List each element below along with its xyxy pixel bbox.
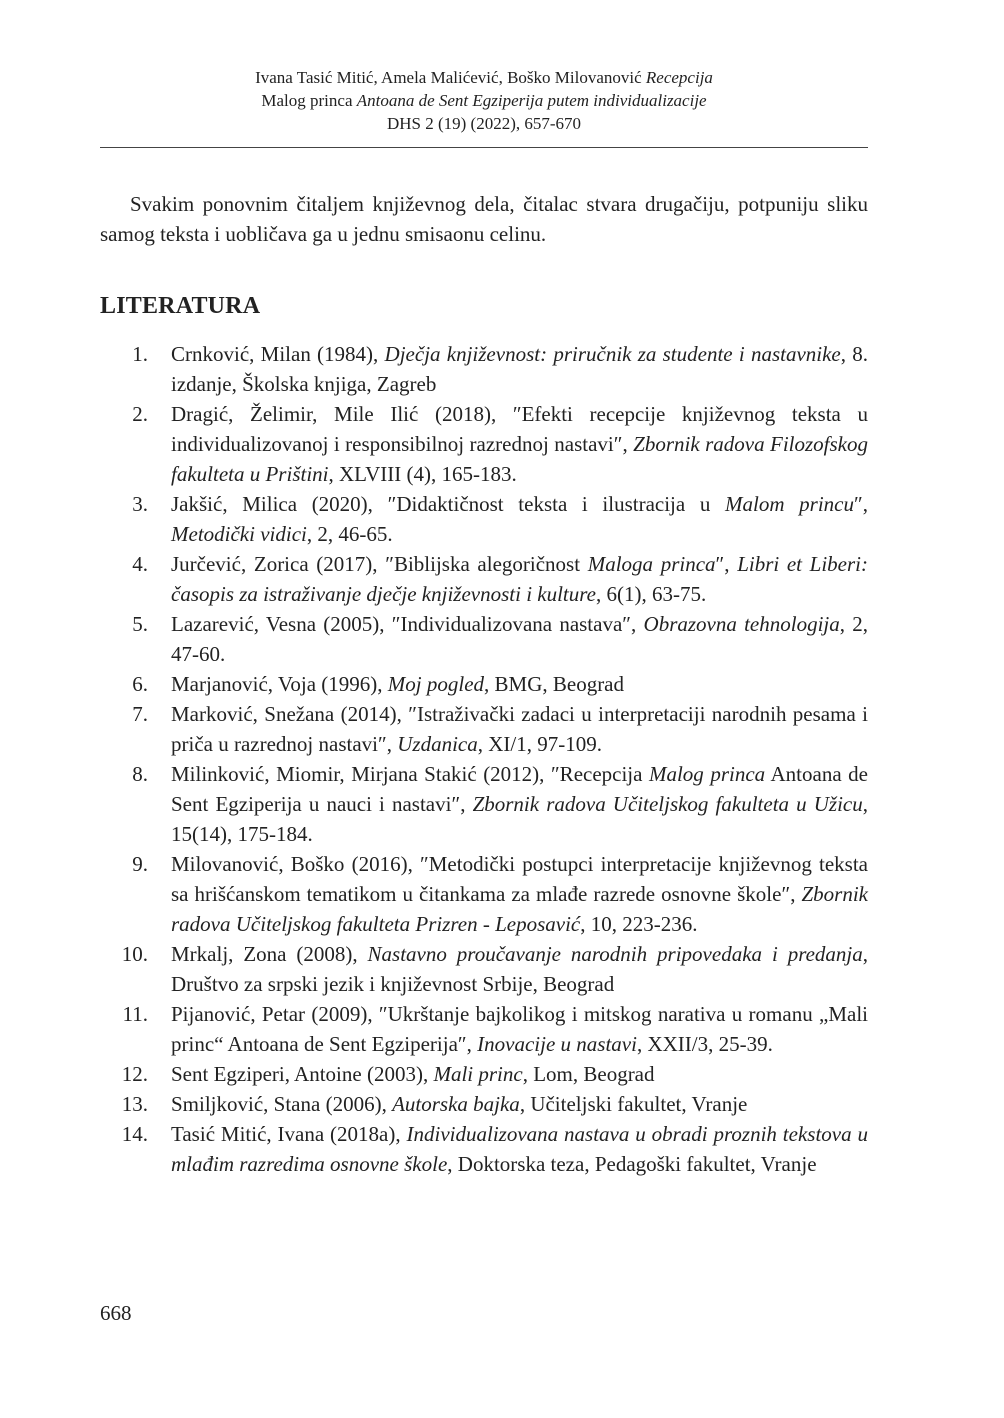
reference-number: 14. (121, 1122, 148, 1146)
reference-segment: , Lom, Beograd (522, 1062, 655, 1086)
reference-text (171, 489, 868, 549)
reference-number: 8. (132, 762, 148, 786)
reference-number: 7. (132, 702, 148, 726)
intro-paragraph: Svakim ponovnim čitaljem književnog dela, čitalac stvara drugačiju, potpuniju sliku samog teksta i uobličava ga u jednu smisaonu celinu. (100, 192, 868, 246)
running-header (100, 66, 868, 135)
header-title-part: Recepcija (645, 68, 713, 87)
header-divider (100, 147, 868, 148)
reference-segment: Mrkalj, Zona (2008), (171, 942, 368, 966)
reference-item (100, 999, 868, 1059)
reference-number: 3. (132, 492, 148, 516)
reference-item (100, 1059, 868, 1089)
reference-segment: , 6(1), 63-75. (595, 582, 707, 606)
reference-segment: Milovanović, Boško (2016), ″Metodički postupci interpretacije književnog teksta sa hrišćanskom tematikom u čitankama za mlađe razrede osnovne škole″, (171, 852, 868, 906)
reference-italic-title: Zbornik radova Učiteljskog fakulteta Prizren - Leposavić (171, 882, 868, 936)
reference-item (100, 669, 868, 699)
reference-italic-title: Zbornik radova Učiteljskog fakulteta u Užicu (472, 792, 863, 816)
reference-segment: Pijanović, Petar (2009), ″Ukrštanje bajkolikog i mitskog narativa u romanu „Mali princ“ Antoana de Sent Egziperija″, (171, 1002, 868, 1056)
reference-text (171, 759, 868, 849)
reference-segment: , XLVIII (4), 165-183. (328, 462, 517, 486)
reference-italic-title: Dječja književnost: priručnik za studente i nastavnike (384, 342, 841, 366)
reference-number: 4. (132, 552, 148, 576)
reference-text (171, 339, 868, 399)
reference-segment: , 2, 46-65. (306, 522, 393, 546)
reference-text (171, 549, 868, 609)
reference-segment: , 10, 223-236. (580, 912, 698, 936)
reference-segment: Tasić Mitić, Ivana (2018a), (171, 1122, 407, 1146)
reference-number: 1. (132, 342, 148, 366)
reference-item (100, 849, 868, 939)
reference-segment: Jakšić, Milica (2020), ″Didaktičnost teksta i ilustracija u (171, 492, 726, 516)
reference-item (100, 1089, 868, 1119)
reference-segment: Marjanović, Voja (1996), (171, 672, 388, 696)
reference-segment: , XI/1, 97-109. (477, 732, 602, 756)
reference-item (100, 399, 868, 489)
section-title: LITERATURA (100, 293, 261, 319)
header-line-1 (100, 66, 868, 89)
reference-segment: , Društvo za srpski jezik i književnost Srbije, Beograd (171, 942, 868, 996)
reference-italic-title: Malom princu (725, 492, 854, 516)
reference-text (171, 999, 868, 1059)
reference-item (100, 699, 868, 759)
header-line-3: DHS 2 (19) (2022), 657-670 (386, 114, 582, 133)
reference-item (100, 759, 868, 849)
reference-number: 6. (132, 672, 148, 696)
reference-italic-title: Autorska bajka (392, 1092, 520, 1116)
reference-segment: Lazarević, Vesna (2005), ″Individualizovana nastava″, (171, 612, 644, 636)
reference-italic-title: Metodički vidici (171, 522, 307, 546)
reference-item (100, 339, 868, 399)
reference-italic-title: Mali princ (433, 1062, 523, 1086)
reference-text (171, 849, 868, 939)
reference-text (171, 699, 868, 759)
reference-number: 13. (121, 1092, 148, 1116)
reference-segment: Marković, Snežana (2014), ″Istraživački zadaci u interpretaciji narodnih pesama i priča u razrednoj nastavi″, (171, 702, 868, 756)
reference-italic-title: Individualizovana nastava u obradi proznih tekstova u mlađim razredima osnovne škole (171, 1122, 868, 1176)
reference-segment: , 2, 47-60. (171, 612, 868, 666)
reference-number: 5. (132, 612, 148, 636)
reference-item (100, 1119, 868, 1179)
reference-segment: Jurčević, Zorica (2017), ″Biblijska alegoričnost (171, 552, 588, 576)
reference-italic-title: Obrazovna tehnologija (643, 612, 840, 636)
reference-segment: Smiljković, Stana (2006), (171, 1092, 393, 1116)
reference-segment: ″, (854, 492, 868, 516)
reference-segment: Sent Egziperi, Antoine (2003), (171, 1062, 434, 1086)
reference-number: 2. (132, 402, 148, 426)
header-title-part: Antoana de Sent Egziperija putem individualizacije (356, 91, 707, 110)
reference-number: 12. (121, 1062, 148, 1086)
reference-italic-title: Inovacije u nastavi (477, 1032, 637, 1056)
reference-segment: Milinković, Miomir, Mirjana Stakić (2012), ″Recepcija (171, 762, 649, 786)
reference-item (100, 939, 868, 999)
reference-text (171, 399, 868, 489)
reference-segment: Antoana de Sent Egziperija u nauci i nastavi″, (171, 762, 868, 816)
reference-text (171, 609, 868, 669)
reference-text (171, 1119, 868, 1179)
reference-segment: , Učiteljski fakultet, Vranje (519, 1092, 748, 1116)
reference-segment: , Doktorska teza, Pedagoški fakultet, Vranje (447, 1152, 817, 1176)
header-authors: Ivana Tasić Mitić, Amela Malićević, Boško Milovanović (255, 68, 646, 87)
reference-text (171, 1089, 868, 1119)
reference-italic-title: Maloga princa (587, 552, 716, 576)
reference-item (100, 489, 868, 549)
header-line-2 (100, 89, 868, 112)
reference-segment: , XXII/3, 25-39. (636, 1032, 773, 1056)
reference-italic-title: Zbornik radova Filozofskog fakulteta u Prištini (171, 432, 868, 486)
reference-list (100, 339, 868, 1179)
reference-italic-title: Libri et Liberi: časopis za istraživanje dječje književnosti i kulture (171, 552, 868, 606)
reference-number: 10. (121, 942, 148, 966)
header-title-part: Malog princa (261, 91, 357, 110)
page-number: 668 (100, 1301, 132, 1325)
reference-text (171, 669, 868, 699)
reference-italic-title: Nastavno proučavanje narodnih pripovedaka i predanja (367, 942, 863, 966)
reference-text (171, 939, 868, 999)
reference-segment: Crnković, Milan (1984), (171, 342, 385, 366)
reference-text (171, 1059, 868, 1089)
reference-item (100, 609, 868, 669)
reference-segment: Dragić, Želimir, Mile Ilić (2018), ″Efekti recepcije književnog teksta u individualizovanoj i responsibilnoj razrednoj nastavi″, (171, 402, 868, 456)
reference-segment: , 8. izdanje, Školska knjiga, Zagreb (171, 342, 868, 396)
reference-italic-title: Malog princa (648, 762, 766, 786)
reference-segment: ″, (715, 552, 738, 576)
reference-segment: , 15(14), 175-184. (171, 792, 868, 846)
reference-italic-title: Uzdanica (397, 732, 478, 756)
reference-number: 11. (122, 1002, 148, 1026)
reference-number: 9. (132, 852, 148, 876)
reference-italic-title: Moj pogled (387, 672, 485, 696)
reference-item (100, 549, 868, 609)
reference-segment: , BMG, Beograd (484, 672, 625, 696)
